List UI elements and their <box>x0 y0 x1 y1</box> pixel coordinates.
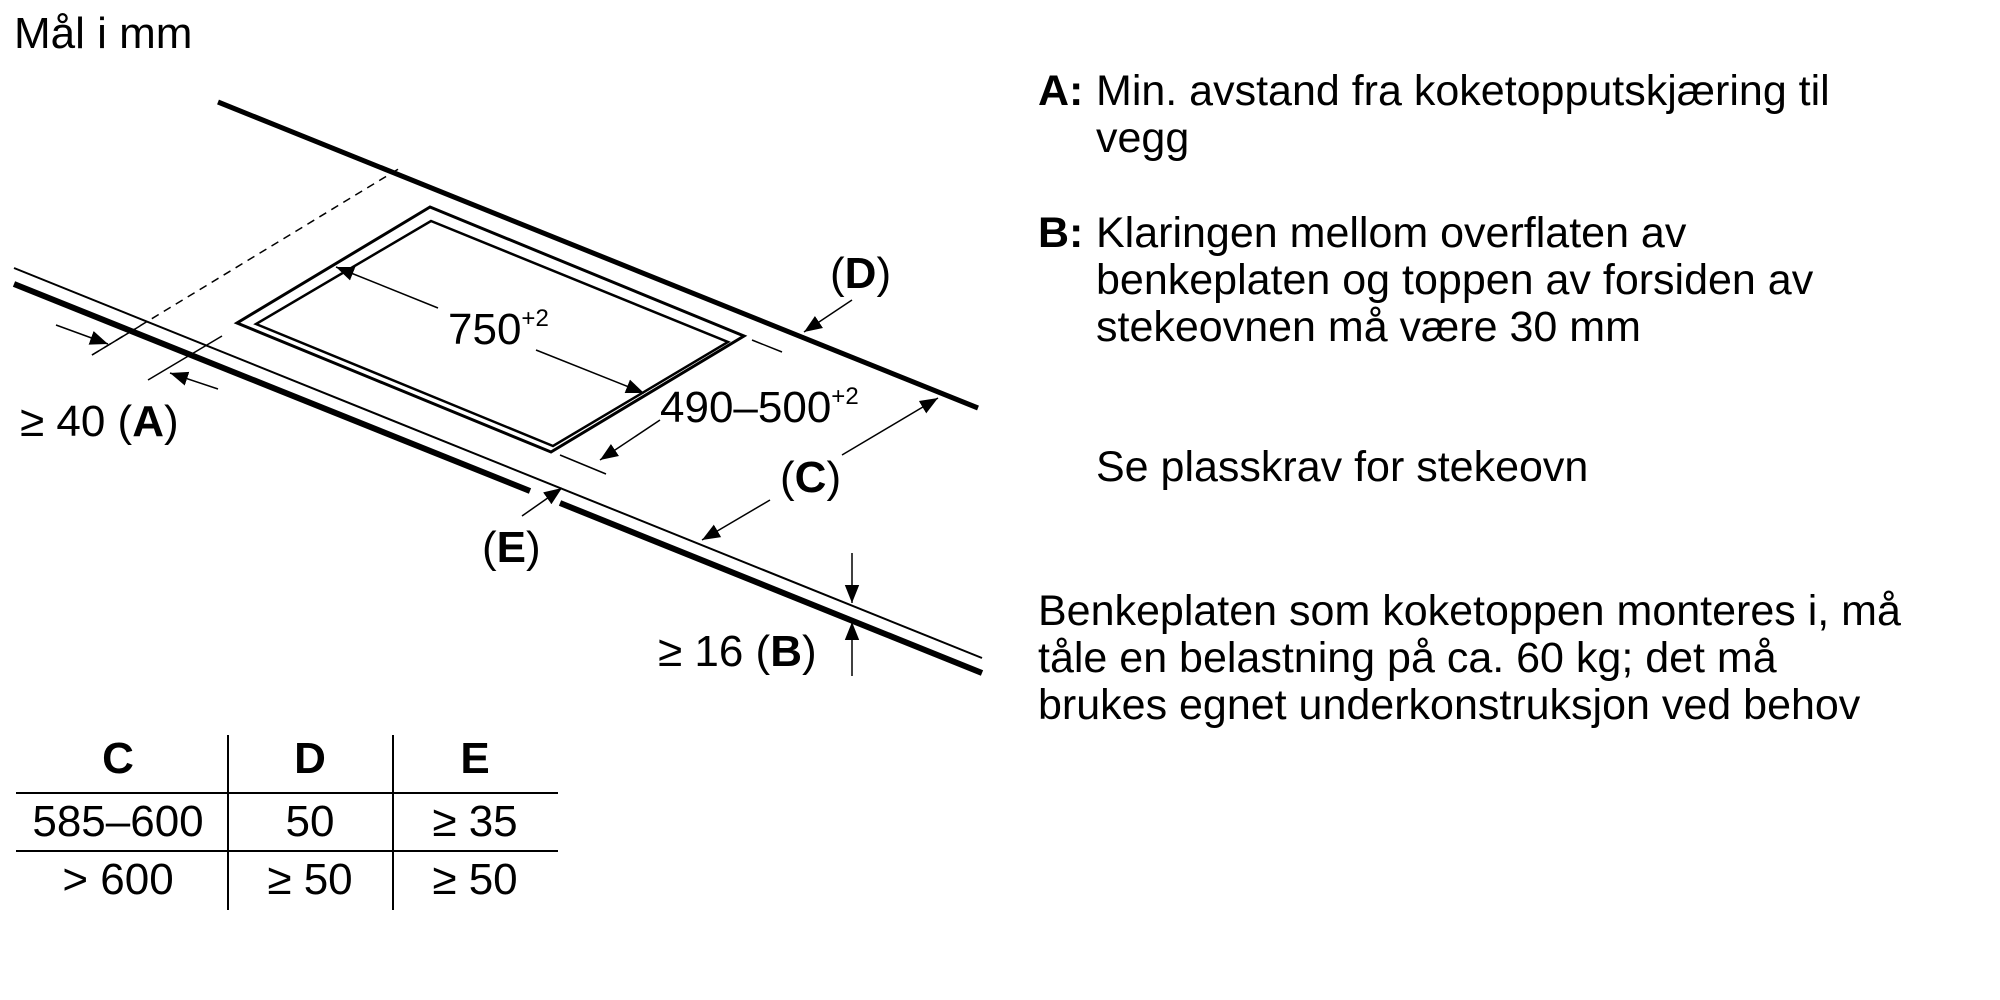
note-b-text <box>1096 210 1813 351</box>
table-header-e: E <box>460 734 490 783</box>
dim-depth-ext-top <box>752 340 782 352</box>
dim-750-label: $750^{+2}$ <box>448 305 549 354</box>
dim-d-arrow <box>804 300 852 332</box>
load-note <box>1038 588 1901 729</box>
table-cell: 50 <box>285 797 335 846</box>
note-a-text <box>1096 68 1830 162</box>
dim-depth-ext-bottom <box>560 455 606 474</box>
note-b-line: stekeovnen må være 30 mm <box>1096 303 1641 351</box>
note-b-line: Klaringen mellom overflaten av <box>1096 209 1687 257</box>
table-header-d: D <box>294 734 326 783</box>
table-cell: ≥ 50 <box>267 855 353 904</box>
dim-a-arrow-1 <box>56 325 108 344</box>
dim-a-label: ≥ 40 (A) <box>20 397 179 446</box>
table-cell: ≥ 35 <box>432 797 518 846</box>
load-note-line: tåle en belastning på ca. 60 kg; det må <box>1038 634 1777 682</box>
note-a-line: Min. avstand fra koketopputskjæring til <box>1096 67 1830 115</box>
dim-c-arrow-bottom <box>702 500 770 540</box>
table-cell: 585–600 <box>32 797 204 846</box>
table-cell: ≥ 50 <box>432 855 518 904</box>
dim-750-arrow-left <box>336 267 438 308</box>
dim-c-label: (C) <box>780 453 842 502</box>
units-label: Mål i mm <box>14 9 193 58</box>
dim-a-arrow-2 <box>170 373 218 389</box>
table-cell: > 600 <box>62 855 174 904</box>
dim-depth-label: $490-500^{+2}$ <box>660 383 859 432</box>
dim-d-label: (D) <box>830 249 892 298</box>
note-a-key: A: <box>1038 67 1084 115</box>
load-note-line: Benkeplaten som koketoppen monteres i, må <box>1038 587 1901 635</box>
note-b-line: benkeplaten og toppen av forsiden av <box>1096 256 1814 304</box>
dim-depth-arrow-bottom <box>600 420 660 460</box>
dim-e-label: (E) <box>482 523 541 572</box>
note-b-key: B: <box>1038 209 1084 257</box>
dim-750-arrow-right <box>536 350 644 393</box>
note-a-line: vegg <box>1096 114 1190 162</box>
load-note-line: brukes egnet underkonstruksjon ved behov <box>1038 681 1861 729</box>
dim-b-label: ≥ 16 (B) <box>658 627 817 676</box>
oven-note: Se plasskrav for stekeovn <box>1096 443 1589 491</box>
table-header-c: C <box>102 734 134 783</box>
